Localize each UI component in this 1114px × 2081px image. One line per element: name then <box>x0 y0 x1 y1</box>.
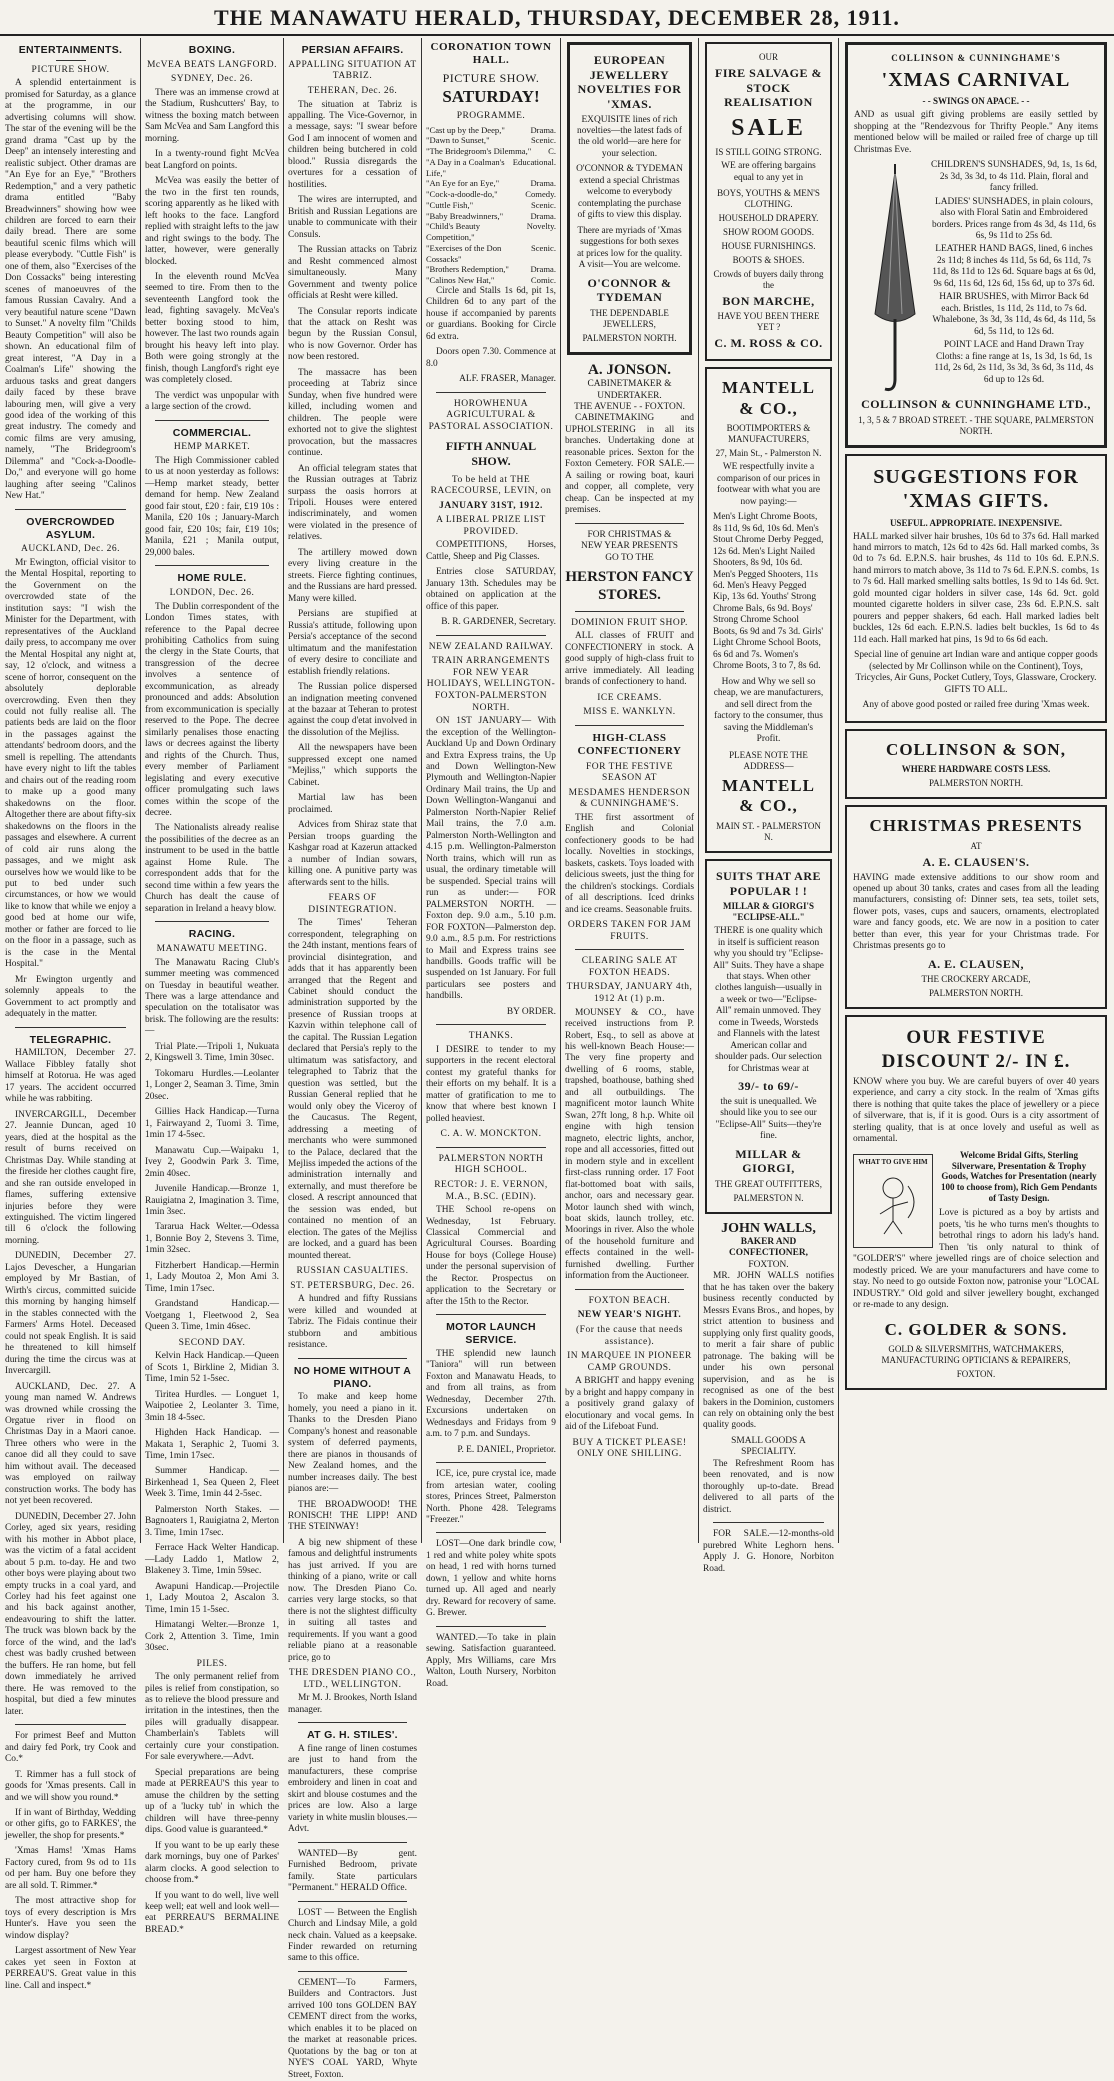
ad-body: AND as usual gift giving problems are easily settled by shopping at the "Rendezvous for Thrifty People." Any items mentioned below will be mailed or railed free of charge up till Christmas Eve. <box>854 110 1098 155</box>
motor-title: MOTOR LAUNCH SERVICE. <box>446 1321 536 1347</box>
ad-at: AT <box>970 840 982 851</box>
column-4 <box>423 38 559 1689</box>
telegraph-item: HAMILTON, December 27. Wallace Fibbley fatally shot himself at Rotorua. He was aged 17 years. The accident occurred while he was rabbiting. <box>5 1048 136 1105</box>
ad-addr: 1, 3, 5 & 7 BROAD STREET. - THE SQUARE, PALMERSTON NORTH. <box>858 414 1094 436</box>
ad-suggestions <box>845 454 1107 723</box>
ad-place: FOXTON. <box>956 1369 996 1380</box>
ad-item: BOYS, YOUTHS & MEN'S CLOTHING. <box>717 188 820 209</box>
ad-tag: THE CROCKERY ARCADE, <box>921 974 1031 985</box>
article-body: To make and keep home homely, you need a piano in it. Thanks to the Dresden Piano Company's honest and reasonable system of deferred payments, there are pianos in thousands of New Zealand homes, and the number increases daily. The best pianos are:— <box>288 1392 417 1495</box>
ad-body: WE respectfully invite a comparison of our prices in footwear with what you are now paying:— <box>716 462 821 507</box>
ad-body: HALL marked silver hair brushes, 10s 6d to 37s 6d. Hall marked hand mirrors to match, 12s 6d to 42s 6d. Hall marked combs, 3s 0d to 7s 6d. E.P.N.S. hair brushes, 4s 11d to 10s 6d. E.P.N.S. hand mirrors to match above, 3s 11d to 7s 6d. E.P.N.S. combs, 1s to 7s 6d. Hall marked smelling salts bottles, 1s 9d to 14s 6d. 9ct. gold mounted cigar holders in silver case, 14s 6d. 9ct. gold mounted cigarette holders in silver case, 23s 6d. E.P.N.S. salt pourers and pepper shakers, 6d each. Hall marked ladies belt buckles, 12s 6d each. E.P.N.S. ladies belt buckles, 1s 6d to 4s 11d each. Hall marked hat pins, 1s 9d to 6s 6d each. <box>853 531 1099 645</box>
classified-ad: WANTED—By gent. Furnished Bedroom, private family. State particulars "Permanent." HERALD Office. <box>288 1848 417 1894</box>
ad-sub: WHERE HARDWARE COSTS LESS. <box>901 764 1051 775</box>
gift-illustration <box>853 1154 933 1248</box>
column-rule <box>838 38 839 1543</box>
show-venue: To be held at THE RACECOURSE, LEVIN, on <box>430 474 552 497</box>
ad-name: O'CONNOR & TYDEMAN <box>587 275 672 305</box>
programme-genre: Drama. <box>530 264 556 275</box>
race-result: Juvenile Handicap.—Bronze 1, Rauigiatna 2, Imagination 3. Time, 1min 3sec. <box>145 1184 279 1217</box>
article-body: A big new shipment of these famous and delightful instruments has just arrived. If you are thinking of a piano, write or call now. The Dresden Piano Co. carries very large stocks, so that there is not the slightest difficulty in suiting all tastes and requirements. If you want a good reliable piano at a reasonable price, go to <box>288 1537 417 1663</box>
programme-genre: Scenic. <box>530 242 556 253</box>
ad-xmas-carnival <box>845 42 1107 448</box>
ad-line: PLEASE NOTE THE ADDRESS— <box>729 749 808 771</box>
beach-buy: BUY A TICKET PLEASE! ONLY ONE SHILLING. <box>572 1437 687 1460</box>
ad-line: Crowds of buyers daily throng the <box>713 268 824 290</box>
programme-row <box>426 211 556 222</box>
ad-bold: Welcome Bridal Gifts, Sterling Silverware, Presentation & Trophy Goods, Watches for Presentation (nearly 100 to choose from), Rich Gem Pendants of Tasty Design. <box>940 1149 1098 1204</box>
ad-coronation-title: CORONATION TOWN HALL. <box>430 41 552 67</box>
carnival-item: HAIR BRUSHES, with Mirror Back 6d each. Bristles, 1s 11d, 2s 11d, to 7s 6d. Whalebone, 3s 3d, 3s 11d, 4s 6d, 4s 11d, 5s 6d, 5s 11d, to 12s 6d. <box>932 292 1096 337</box>
telegraph-item: DUNEDIN, December 27. John Corley, aged six years, residing with his mother in Abbot place, was the victim of a fatal accident about 5 p.m. to-day. He and two other boys were playing about two empty trucks in a coal yard, and Corley had his feet against one and his back against another, endeavouring to shift the latter. The truck was blown back by the force of the wind, and the lad's chest was badly crushed between the buffers. He ran home, but fell down immediately he arrived there. He was removed to the hospital, but died a few minutes later. <box>5 1511 136 1717</box>
article-body: Advices from Shiraz state that Persian troops guarding the Kashgar road at Kazerun attacked a number of Indian sowars, killing one. A punitive party was afterwards sent to the hills. <box>288 820 417 888</box>
race-result: Gillies Hack Handicap.—Turna 1, Fairwayand 2, Tuomi 3. Time, 1min 17 4-5sec. <box>145 1107 279 1141</box>
ad-suits <box>705 859 832 1214</box>
ad-european-jewellery <box>567 42 692 355</box>
ad-body: The Refreshment Room has been renovated, and is now thoroughly up-to-date. Bread delivered to all parts of the district. <box>703 1458 834 1515</box>
article-body: The Dublin correspondent of the London Times states, with reference to the Papal decree prohibiting Catholics from suing the clergy in the State Courts, that transgression of the decree involves a sentence of excommunication, as already pronounced and adds: Absolution from excommunication is specially reserved to the Pope. The decree similarly penalises those enacting laws or decrees against the liberty and rights of the Church. Thus, every member of Parliament legislating and every executive officer promulgating such laws comes within the scope of the decree. <box>145 601 279 819</box>
ad-sale: SALE <box>731 114 806 141</box>
column-2 <box>142 38 282 1935</box>
ad-fire-salvage <box>705 42 832 361</box>
subhead: THE DRESDEN PIANO CO., LTD., WELLINGTON. <box>288 1668 417 1690</box>
secretary-sig: B. R. GARDENER, Secretary. <box>441 617 556 628</box>
article-body: The Nationalists already realise the possibilities of the decree as an instrument to be used in the battle against Home Rule. The correspondent adds that for the second time within a few years the Church has dealt the cause of separation in Ireland a heavy blow. <box>145 823 279 914</box>
headline-boxing: BOXING. <box>188 44 236 56</box>
headline-home-rule: HOME RULE. <box>177 572 247 585</box>
beach-sub: NEW YEAR'S NIGHT. <box>577 1310 682 1321</box>
programme-genre: Drama. <box>530 124 556 135</box>
beach-note: (For the cause that needs assistance). <box>576 1324 683 1347</box>
article-body: A fine range of linen costumes are just to hand from the manufacturers, these comprise embroidery and linen in coat and skirt and blouse costumes and the prices are low. Also a large variety in white muslin blouses.—Advt. <box>288 1743 417 1835</box>
column-1 <box>2 38 139 1991</box>
ad-line: GO TO THE <box>605 552 654 563</box>
dominion-body: ALL classes of FRUIT and CONFECTIONERY in stock. A good supply of high-class fruit to arrive immediately. All leading brands of confectionery to hand. <box>565 631 694 688</box>
ad-title: CHRISTMAS PRESENTS <box>869 816 1083 836</box>
headline-racing: RACING. <box>188 928 236 941</box>
dateline: SYDNEY, Dec. 26. <box>171 74 253 85</box>
dominion-ice: ICE CREAMS. <box>597 692 662 703</box>
umbrella-icon <box>860 164 930 394</box>
column-5 <box>562 38 697 1543</box>
telegraph-item: INVERCARGILL, December 27. Jeannie Duncan, aged 10 years, died at the hospital as the result of burns received on Christmas Day. While standing at the fireside her clothes caught fire, and she ran outside enveloped in flames, suffering extensive injuries before they were extinguished. The victim lingered till 6 o'clock the following morning. <box>5 1109 136 1246</box>
headline-commercial: COMMERCIAL. <box>172 426 252 439</box>
article-body: In a twenty-round fight McVea beat Langford on points. <box>145 149 279 171</box>
ad-title: MANTELL & CO., <box>722 377 815 418</box>
article-body: There was an immense crowd at the Stadium, Rushcutters' Bay, to witness the boxing match between Sam McVea and Sam Langford this morning. <box>145 87 279 144</box>
race-result: Palmerston North Stakes. — Bagnoaters 1, Rauigiatna 2, Merton 3. Time, 1min 17sec. <box>145 1504 279 1538</box>
ad-body: HAVING made extensive additions to our show room and opened up about 30 tanks, crates and cases from all the leading manufacturers, consisting of: Dinner sets, tea sets, toilet sets, flower pots, vases, cups and saucers, ornaments, electroplated ware and fancy goods, etc. We are now in a position to cater better than ever, this year for your Christmas trade. For Christmas presents go to <box>853 872 1099 952</box>
ad-name: MANTELL & CO., <box>722 775 815 816</box>
dateline: LONDON, Dec. 26. <box>169 588 255 598</box>
ad-herston <box>565 530 694 605</box>
show-date: JANUARY 31ST, 1912. <box>439 500 543 511</box>
telegraph-item: AUCKLAND, Dec. 27. A young man named W. Andrews was drowned while crossing the Orgatue river in flood on Christmas Day in a Maori canoe. Three others who were in the canoe did all they could to save him without avail. The deceased was employed on railway construction works. The body has not yet been recovered. <box>5 1381 136 1507</box>
article-body: A splendid entertainment is promised for Saturday, as a glance at the programme, in our advertising columns will show. The star of the evening will be the grand drama "Cast up by the Deep" an intensely interesting and realistic subject. Other dramas are "An Eye for an Eye," "Brothers Redemption," and a very pathetic drama entitled "Baby Breadwinners" showing how wee children are forced to earn their daily bread. There are some beautiful scenic films which will please everybody. "Cuttle Fish" is one of them, also "Exercises of the Don Cossacks" being interesting scenes of manoeuvres of the famous Russian Cavalry. And a very beautiful nature scene "Dawn to Sunset." A novelty film "Childs Beauty Competition" will also be shown. An educational film of great interest, "A Day in a Coalman's Life" showing the arduous tasks and great dangers daily faced by these brave labouring men, will give a very good idea of the working of this great industry. The comedy and comic films are very amusing, namely, "The Bridegroom's Dilemma" and "Cock-a-Doodle-Do," and everyone will go home laughing after seeing "Calinos New Hat." <box>5 78 136 502</box>
ad-tag: GOLD & SILVERSMITHS, WATCHMAKERS, MANUFACTURING OPTICIANS & REPAIRERS, <box>881 1344 1071 1366</box>
programme-row <box>426 146 556 157</box>
subhead: SECOND DAY. <box>178 1337 246 1348</box>
cupid-icon <box>858 1166 928 1238</box>
programme-genre: Drama. <box>530 178 556 189</box>
ad-place: PALMERSTON NORTH. <box>582 332 677 343</box>
ad-sub: - - SWINGS ON APACE. - - <box>922 96 1030 107</box>
programme-row <box>426 221 556 242</box>
ad-line: SMALL GOODS A SPECIALITY. <box>731 1435 806 1458</box>
column-3 <box>285 38 420 2080</box>
article-body: The artillery mowed down every living creature in the streets. Fierce fighting continues, and the Russians are hard pressed. Many were killed. <box>288 547 417 604</box>
subhead-picture-show: PICTURE SHOW. <box>31 64 110 75</box>
small-ad: Largest assortment of New Year cakes yet seen in Foxton at PERREAU'S. Great value in this line. Call and inspect.* <box>5 1946 136 1991</box>
article-body: If you want to do well, live well keep well; eat well and look well—eat PERREAU'S BERMALINE BREAD.* <box>145 1890 279 1935</box>
ad-place: PALMERSTON N. <box>733 1192 804 1203</box>
column-rule <box>698 38 699 1543</box>
masthead-title: THE MANAWATU HERALD, THURSDAY, DECEMBER 28, 1911. <box>214 5 900 30</box>
programme-genre: Drama. <box>530 210 556 221</box>
race-result: Tokomaru Hurdles.—Leolanter 1, Longer 2, Seaman 3. Time, 3min 20sec. <box>145 1068 279 1102</box>
clearing-date: THURSDAY, JANUARY 4th, 1912 At (1) p.m. <box>566 982 693 1004</box>
thanks-sig: C. A. W. MONCKTON. <box>440 1129 542 1140</box>
race-result: Awapuni Handicap.—Projectile 1, Lady Moutoa 2, Ascalon 3. Time, 1min 15 1-5sec. <box>145 1581 279 1615</box>
classified-ad: LOST — Between the English Church and Lindsay Mile, a gold neck chain. Valued as a keepsake. Finder rewarded on returning same to this office. <box>288 1907 417 1964</box>
carnival-item: LEATHER HAND BAGS, lined, 6 inches 2s 11d; 8 inches 4s 11d, 5s 6d, 6s 11d, 7s 11d, 8s 11d to 12s 6d. Square bags at 6s 0d, 9s 6d, 11s 6d, 12s 6d, 15s 6d, up to 37s 6d. <box>932 244 1096 289</box>
clearing-body: MOUNSEY & CO., have received instructions from P. Robert, Esq., to sell as above at his well-known Beach House:— The very fine property and dwelling of 6 rooms, stable, trapshed, boathouse, bathing shed and all outbuildings. The magnificent motor launch White Swan, 27ft long, 8 h.p. White oil engine with high tension magneto, electric lights, anchor, rope and all accessories, fitted out in modern style and in excellent first-class running order. 17 Foot flat-bottomed boat with sails, anchor, oars and necessary gear. Motor launch shed with winch, boat skids, launch trolley, etc. Moorings in river. Also the whole of the household furniture and effects contained in the well-furnished dwelling. Further information from the Auctioneer. <box>565 1007 694 1282</box>
doors-text: Doors open 7.30. Commence at 8.0 <box>426 347 556 369</box>
ad-sub: BOOTIMPORTERS & MANUFACTURERS, <box>726 423 811 445</box>
classified-ad: ICE, ice, pure crystal ice, made from artesian water, cooling stores, Princes Street, Palmerston North. Phone 428. Telegrams "Freezer." <box>426 1469 556 1525</box>
ad-body: There are myriads of 'Xmas suggestions for both sexes at prices low for the quality. A visit—You are welcome. <box>576 225 683 271</box>
carnival-item: LADIES' SUNSHADES, in plain colours, also with Floral Satin and Embroidered borders. Prices range from 4s 3d, 4s 11d, 6s 6s, 9s 11d to 25s 6d. <box>932 196 1096 242</box>
article-body: The Manawatu Racing Club's summer meeting was commenced on Tuesday in beautiful weather. There was a large attendance and speculation on the totalisator was brisk. The following are the results:— <box>145 957 279 1037</box>
ad-christmas-presents <box>845 805 1107 1009</box>
race-result: Trial Plate.—Tripoli 1, Nukuata 2, Kingswell 3. Time, 1min 30sec. <box>145 1041 279 1064</box>
programme-row <box>426 200 556 211</box>
small-ad: If in want of Birthday, Wedding or other gifts, go to FARKES', the jeweller, the shop for presents.* <box>5 1807 136 1841</box>
subhead: MANAWATU MEETING. <box>156 944 268 955</box>
subhead: HEMP MARKET. <box>173 442 251 453</box>
ad-body: O'CONNOR & TYDEMAN extend a special Christmas welcome to everybody contemplating the purchase of gifts to view this display. <box>576 164 683 221</box>
dominion-name: MISS E. WANKLYN. <box>583 707 676 718</box>
ad-body: KNOW where you buy. We are careful buyers of over 40 years experience, and carry a city stock. In the realm of 'Xmas gifts there is nothing that quite takes the place of jewellery or a piece of silverware, that is, if it is good. Ours is a city assortment of sterling quality, that is at once lovely and useful as well as ornamental. <box>853 1076 1099 1145</box>
ad-annual-show: FIFTH ANNUAL SHOW. <box>445 439 537 468</box>
thanks-title: THANKS. <box>468 1031 514 1042</box>
column-rule <box>140 38 141 1543</box>
programme-genre: Comic. <box>530 275 556 286</box>
article-body: The Russian police dispersed an indignation meeting convened at the bazaar at Teheran to protest against the coup d'etat involved in the dissolution of the Mejliss. <box>288 682 417 738</box>
hc-name: MESDAMES HENDERSON & CUNNINGHAME'S. <box>568 787 691 810</box>
ad-title: OUR FESTIVE DISCOUNT 2/- IN £. <box>881 1027 1071 1072</box>
programme-genre: Scenic. <box>530 135 556 146</box>
ad-line: BON MARCHE, <box>722 293 815 308</box>
gift-caption: WHAT TO GIVE HIM <box>858 1157 928 1166</box>
programme-title: "Dawn to Sunset," <box>426 135 490 146</box>
ad-place: PALMERSTON NORTH. <box>929 778 1023 789</box>
beach-where: IN MARQUEE IN PIONEER CAMP GROUNDS. <box>567 1351 692 1373</box>
ad-horowhenua-title: HOROWHENUA AGRICULTURAL & PASTORAL ASSOCIATION. <box>428 398 554 432</box>
admission-text: Circle and Stalls 1s 6d, pit 1s, Children 6d to any part of the house if accompanied by parents or guardians. Booking for Circle 6d extra. <box>426 285 556 342</box>
ad-name: C. GOLDER & SONS. <box>884 1319 1068 1339</box>
ad-line: HAVE YOU BEEN THERE YET ? <box>717 311 820 333</box>
programme-row <box>426 157 556 178</box>
competitions: COMPETITIONS, Horses, Cattle, Sheep and Pig Classes. <box>426 540 556 562</box>
programme-title: "The Bridegroom's Dilemma," <box>426 146 532 157</box>
race-result: Himatangi Welter.—Bronze 1, Cork 2, Attention 3. Time, 1min 30sec. <box>145 1620 279 1654</box>
subhead: PILES. <box>196 1658 228 1669</box>
programme-row <box>426 264 556 275</box>
railway-sub: TRAIN ARRANGEMENTS FOR NEW YEAR HOLIDAYS, WELLINGTON-FOXTON-PALMERSTON NORTH. <box>426 656 556 713</box>
article-body: The Russian attacks on Tabriz and Resht commenced almost simultaneously. Many Government and twenty police officials at Resht were killed. <box>288 245 417 302</box>
race-result: Highden Hack Handicap. — Makata 1, Seraphic 2, Tuomi 3. Time, 1min 17sec. <box>145 1428 279 1461</box>
race-result: Ferrace Hack Welter Handicap.—Lady Laddo 1, Matlow 2, Blakeney 3. Time, 1min 59sec. <box>145 1543 279 1577</box>
carnival-item: CHILDREN'S SUNSHADES, 9d, 1s, 1s 6d, 2s 3d, 3s 3d, to 4s 11d. Plain, floral and fancy frilled. <box>930 160 1098 194</box>
programme-genre: Educational. <box>512 156 556 167</box>
dateline: ST. PETERSBURG, Dec. 26. <box>290 1280 415 1291</box>
small-ad: The most attractive shop for toys of every description is Mrs Hunter's. Have you seen the window display? <box>5 1896 136 1941</box>
headline-stiles: AT G. H. STILES'. <box>307 1729 398 1742</box>
ad-item: SHOW ROOM GOODS. <box>722 226 815 237</box>
article-body: All the newspapers have been suppressed except one named "Mejliss," which supports the Cabinet. <box>288 743 417 788</box>
ad-body: WE are offering bargains equal to any yet in <box>721 161 816 183</box>
headline-telegraphic: TELEGRAPHIC. <box>29 1033 112 1046</box>
article-body: The Times' Teheran correspondent, telegraphing on the 24th instant, mentions fears of provincial disintegration, and adds that it has apparently been arranged that the Regent and Cabinet should conduct the administration supported by the presence of Russian troops at Kazvin within telephone call of the capital. The Russian Legation declared that Persia's reply to the ultimatum was satisfactory, and telegraphed to Tabriz that the question was settled, but the Russian General replied that he would only obey the Viceroy of the Caucasus. The Regent, addressing a meeting of merchants who were summoned to the Palace, declared that the Mejliss impeded the actions of the administration internally and externally, and must therefore be closed. A rescript announced that the session was ended, but contained no mention of an election. The gates of the Mejliss are locked, and a guard has been mounted thereat. <box>288 918 417 1261</box>
masthead <box>0 0 1114 36</box>
race-result: Kelvin Hack Handicap.—Queen of Scots 1, Birkline 2, Midian 3. Time, 1min 52 1-5sec. <box>145 1351 279 1385</box>
ad-body: the suit is unequalled. We should like you to see our "Eclipse-All" Suits—they're fine. <box>715 1096 822 1142</box>
column-rule <box>560 38 561 1543</box>
ad-item: HOUSEHOLD DRAPERY. <box>718 212 819 223</box>
programme-row <box>426 189 556 200</box>
ad-picture-show: PICTURE SHOW. <box>442 70 540 85</box>
small-ad: 'Xmas Hams! 'Xmas Hams Factory cured, from 9s od to 11s od per ham. Buy one before they are all sold. T. Rimmer.* <box>5 1846 136 1891</box>
programme-genre: Scenic. <box>530 199 556 210</box>
article-body: An official telegram states that the Russian outrages at Tabriz surpass the oasis horrors at Tripoli. Houses were entered indiscriminately, and women were violated in the presence of relatives. <box>288 463 417 543</box>
programme-genre: C. <box>548 146 556 157</box>
programme-title: "Calinos New Hat," <box>426 275 495 286</box>
column-rule <box>421 38 422 1543</box>
classified-ad: FOR SALE.—12-months-old purebred White Leghorn hens. Apply J. G. Honore, Norbiton Road. <box>703 1529 834 1574</box>
ad-mantell <box>705 367 832 853</box>
ad-name: A. E. CLAUSEN'S. <box>922 854 1030 869</box>
telegraph-item: DUNEDIN, December 27. Lajos Devescher, a Hungarian employed by Mr Bastian, of Wirth's circus, committed suicide this morning by hanging himself in the stables connected with the Farmers' Arms Hotel. Deceased could not speak English. It is said he threatened to kill himself during the time the circus was at Invercargill. <box>5 1251 136 1377</box>
subhead: FEARS OF DISINTEGRATION. <box>308 893 397 915</box>
programme-title: "An Eye for an Eye," <box>426 178 500 189</box>
ad-line: IS STILL GOING STRONG. <box>715 147 822 158</box>
ad-body: CABINETMAKING and UPHOLSTERING in all its branches. Undertaking done at reasonable prices. Sexton for the Foxton Cemetery. FOR SALE.—A sailing or rowing boat, kauri and copper, all complete, very cheap. Can be inspected at my premises. <box>565 413 694 516</box>
column-6 <box>700 38 837 1574</box>
railway-order: BY ORDER. <box>506 1006 556 1017</box>
motor-sig: P. E. DANIEL, Proprietor. <box>457 1444 556 1455</box>
railway-title: NEW ZEALAND RAILWAY. <box>428 641 554 652</box>
programme-title: "Cuttle Fish," <box>426 199 474 210</box>
ad-body: Men's Light Chrome Boots, 8s 11d, 9s 6d, 10s 6d. Men's Stout Chrome Derby Pegged, 12s 6d. Men's Light Nailed Shooters, 8s 9d, 10s 6d. Men's Pegged Shooters, 11s 6d. Men's Heavy Pegged Kip, 13s 6d. Youths' Strong Chrome Bals, 6s 9d. Boys' Strong Chrome School Boots, 6s 9d and 7s 3d. Girls' Light Chrome School Boots, 6s 6d and 7s. Women's Chrome Boots, 3 to 7, 8s 6d. <box>713 512 824 672</box>
ad-name: A. E. CLAUSEN, <box>927 956 1024 971</box>
entries: Entries close SATURDAY, January 13th. Schedules may be obtained on application at the office of this paper. <box>426 567 556 612</box>
ad-name: COLLINSON & SON, <box>886 739 1066 759</box>
ad-title: 'XMAS CARNIVAL <box>881 68 1071 91</box>
headline-piano: NO HOME WITHOUT A PIANO. <box>293 1364 412 1390</box>
ad-jonson <box>565 361 694 517</box>
article-body: The High Commissioner cabled to us at noon yesterday as follows:—Hemp market steady, better demand for hemp. New Zealand good fair stout, £20 : fair, £19 10s : Manila, £20 10s ; January-March good fair, £20 10s; fair, £19 10s; Manila, £21 ; Manila output, 29,000 bales. <box>145 455 279 558</box>
ad-price: 39/- to 69/- <box>738 1079 799 1094</box>
programme-genre: Novelty. <box>526 221 556 232</box>
programme-row <box>426 178 556 189</box>
ad-name: JOHN WALLS, <box>721 1220 816 1236</box>
ad-addr: MAIN ST. - PALMERSTON N. <box>716 820 821 842</box>
ad-name: A. JONSON. <box>588 361 671 378</box>
race-result: Fitzherbert Handicap.—Hermin 1, Lady Moutoa 2, Mon Ami 3. Time, 1min 17sec. <box>145 1260 279 1294</box>
school-body: THE School re-opens on Wednesday, 1st February. Classical Commercial and Agricultural Courses. Boarding House for boys (College House) under the personal supervision of the Rector. Prospectus on application to the Secretary or after the 15th to the Rector. <box>426 1205 556 1307</box>
ad-name: C. M. ROSS & CO. <box>714 336 823 351</box>
article-body: Mr Ewington urgently and solemnly appeals to the Government to act promptly and adequately in the matter. <box>5 974 136 1020</box>
ad-sub: MILLAR & GIORGI'S "ECLIPSE-ALL." <box>722 901 814 923</box>
hc-title: HIGH-CLASS CONFECTIONERY <box>577 731 682 758</box>
programme-title: "Cast up by the Deep," <box>426 124 505 135</box>
ad-line: OUR <box>758 52 778 62</box>
ad-sub: USEFUL. APPROPRIATE. INEXPENSIVE. <box>889 517 1063 528</box>
subhead: RUSSIAN CASUALTIES. <box>296 1266 409 1277</box>
column-7 <box>840 38 1112 1543</box>
ad-sub: CABINETMAKER & UNDERTAKER. <box>587 379 672 401</box>
programme-title: "A Day in a Coalman's Life," <box>426 156 505 178</box>
beach-body: A BRIGHT and happy evening by a bright and happy company in a positively grand galaxy of elocutionary and vocal gems. In aid of the Lifeboat Fund. <box>565 1376 694 1433</box>
race-result: Tiritea Hurdles. — Longuet 1, Waipotiee 2, Leolanter 3. Time, 3min 18 4-5sec. <box>145 1389 279 1423</box>
classified-ad: CEMENT—To Farmers, Builders and Contractors. Just arrived 100 tons GOLDEN BAY CEMENT direct from the works, which enables it to be placed on the market at reasonable prices. Quotations by the bag or ton at NYE'S COAL YARD, Whyte Street, Foxton. <box>288 1977 417 2080</box>
classified-ad: LOST—One dark brindle cow, 1 red and white poley white spots on head, 1 red with horns turned down, 1 yellow and white horns turned up. All aged and nearly dry. Reward for recovery of same. G. Brewer. <box>426 1539 556 1619</box>
ad-item: BOOTS & SHOES. <box>732 254 805 265</box>
clearing-title: CLEARING SALE AT FOXTON HEADS. <box>581 956 678 978</box>
ad-footer: COLLINSON & CUNNINGHAME LTD., <box>861 397 1091 412</box>
programme-row <box>426 243 556 264</box>
ad-addr: 27, Main St., - Palmerston N. <box>715 448 822 459</box>
ad-body: EXQUISITE lines of rich novelties—the latest fads of the old world—are here for your selection. <box>577 114 682 159</box>
programme-list <box>426 125 556 286</box>
beach-title: FOXTON BEACH. <box>588 1295 671 1306</box>
prize-list: A LIBERAL PRIZE LIST PROVIDED. <box>436 515 546 537</box>
ad-name: COLLINSON & CUNNINGHAME'S <box>891 53 1061 63</box>
headline-persian: PERSIAN AFFAIRS. <box>301 44 404 56</box>
ad-addr: THE AVENUE - - FOXTON. <box>574 401 685 412</box>
race-result: Summer Handicap. — Birkenhead 1, Sea Queen 2, Fleet Week 3. Time, 1min 44 2-5sec. <box>145 1466 279 1500</box>
ad-title: SUITS THAT ARE POPULAR ! ! <box>715 868 822 898</box>
subhead: McVEA BEATS LANGFORD. <box>146 59 278 70</box>
dateline: TEHERAN, Dec. 26. <box>307 85 398 96</box>
article-body: The situation at Tabriz is appalling. The Vice-Governor, in a message, says: "I swear before God I am innocent of women and children being butchered in cold blood." Russia disregards the overtures for a cessation of hostilities. <box>288 99 417 190</box>
article-body: Persians are stupified at Russia's attitude, following upon Persia's acceptance of the second ultimatum and the manifestation of every desire to conciliate and establish friendly relations. <box>288 609 417 677</box>
race-result: Manawatu Cup.—Waipaku 1, Ivey 2, Goodwin Park 3. Time, 2min 40sec. <box>145 1145 279 1179</box>
programme-title: "Exercises of the Don Cossacks" <box>426 242 502 264</box>
dominion-title: DOMINION FRUIT SHOP. <box>571 617 688 628</box>
ad-title: FIRE SALVAGE & STOCK REALISATION <box>714 65 823 110</box>
hc-sub: FOR THE FESTIVE SEASON AT <box>585 761 674 784</box>
article-body: The only permanent relief from piles is relief from constipation, so as to relieve the blood pressure and irritation in the intestines, then the piles will gradually disappear. Chamberlain's Tablets will certainly cure your constipation. For sale everywhere.—Advt. <box>145 1672 279 1763</box>
ad-place: PALMERSTON NORTH. <box>929 988 1023 999</box>
article-body: The verdict was unpopular with a large section of the crowd. <box>145 390 279 413</box>
ad-tag: THE GREAT OUTFITTERS, <box>714 1178 823 1189</box>
article-body: The wires are interrupted, and British and Russian Legations are unable to communicate with their Consuls. <box>288 195 417 240</box>
race-result: Tararua Hack Welter.—Odessa 1, Bonnie Boy 2, Stevens 3. Time, 1min 32sec. <box>145 1222 279 1256</box>
race-result: Grandstand Handicap.—Voetgang 1, Fleetwood 2, Sea Queen 3. Time, 1min 46sec. <box>145 1299 279 1333</box>
carnival-item: POINT LACE and Hand Drawn Tray Cloths: a fine range at 1s, 1s 3d, 1s 6d, 1s 11d, 2s 6d, 2s 11d, 3s 3d, 3s 6d, 3s 11d, 4s 6d up to 12s 6d. <box>934 340 1094 385</box>
headline-asylum: OVERCROWDED ASYLUM. <box>26 515 115 541</box>
ad-tag: THE DEPENDABLE JEWELLERS, <box>590 307 669 329</box>
ad-festive-discount <box>845 1015 1107 1390</box>
programme-heading: PROGRAMME. <box>456 111 526 122</box>
motor-body: THE splendid new launch "Taniora" will run between Foxton and Manawatu Heads, to and from all trains, as from Wednesday, December 27th. Excursions undertaken on Wednesdays and Fridays from 9 a.m. to 7 p.m. and Sundays. <box>426 1348 556 1440</box>
article-body: The massacre has been proceeding at Tabriz since Sunday, when five hundred were killed, including women and children. The people were exhorted not to give the slightest provocation, but the massacres continue. <box>288 367 417 459</box>
headline-entertainments: ENTERTAINMENTS. <box>18 44 123 56</box>
ad-body: Love is pictured as a boy by artists and poets, 'tis he who turns men's thoughts to betrothal rings to adorn his lady's hand. Then 'tis only natural to think of "GOLDER'S" where jewelled rings are of choice selection and modestly priced. We are your manufacturers and have come to stay. No need to go outside Foxton now, patronise your "LOCAL INDUSTRY." Old gold and silver jewellery bought, exchanged or re-made to any design. <box>853 1208 1099 1311</box>
programme-row <box>426 135 556 146</box>
ad-line: NEW YEAR PRESENTS <box>581 541 678 552</box>
ad-saturday: SATURDAY! <box>442 87 540 107</box>
ad-name: MILLAR & GIORGI, <box>735 1146 802 1176</box>
programme-row <box>426 125 556 136</box>
ad-line: FOR CHRISTMAS & <box>587 529 672 540</box>
article-body: McVea was easily the better of the two in the first ten rounds, scoring apparently as he liked with left hooks to the face. Langford replied with straight lefts to the jaw and right swings to the body. The latter, however, were generally blocked. <box>145 176 279 267</box>
article-body: A hundred and fifty Russians were killed and wounded at Tabriz. The Fidais continue their stubborn and ambitious resistance. <box>288 1294 417 1351</box>
ad-walls <box>703 1220 834 1575</box>
article-body: Mr M. J. Brookes, North Island manager. <box>288 1693 417 1715</box>
programme-genre: Comedy. <box>525 189 556 200</box>
programme-title: "Brothers Redemption," <box>426 264 509 275</box>
dateline: AUCKLAND, Dec. 26. <box>21 544 120 555</box>
ad-item: HOUSE FURNISHINGS. <box>721 240 816 251</box>
ad-body: MR. JOHN WALLS notifies that he has taken over the bakery business recently conducted by Messrs Evans Bros., and hopes, by strict attention to business and supplying only first quality goods, to merit a fair share of public patronage. The baking will be under his own personal supervision, and as he is recognised as one of the best bakers in the Dominion, customers can rely on obtaining only the best quality goods. <box>703 1271 834 1431</box>
article-body: In the eleventh round McVea seemed to tire. From then to the seventeenth Langford took the lead, fighting savagely. McVea's better boxing stood to him, however. The last two rounds again brought his heavy left into play. Both were going strongly at the finish, though Langford's right eye was completely closed. <box>145 271 279 386</box>
article-body: Martial law has been proclaimed. <box>288 793 417 815</box>
ad-sub: BAKER AND CONFECTIONER, <box>729 1236 808 1259</box>
programme-title: "Cock-a-doodle-do," <box>426 189 498 200</box>
ad-place: FOXTON. <box>748 1259 789 1270</box>
article-body: Mr Ewington, official visitor to the Mental Hospital, reporting to the Government on the overcrowded state of the institution says: "I wish the Minister for the Department, with representatives of the Auckland daily press, to accompany me over the Mental Hospital any night at, say, 12 o'clock, and witness a scene of horror, consequent on the absolutely deplorable overcrowding. Even then they could not fully realise all. The patients beds are laid on the floor in the passages against the attendants' bedroom doors, and the smell is repelling. The attendants have every night to lift the tables and chairs out of the reading room to make up a good many shakedowns on the floor. Altogether there are about fifty-six shakedowns on the floors in the passages and elsewhere. A current of cold air runs along the passages, and we might ask ourselves how we would like to be put to bed under such circumstances, or how we would like to know that while we enjoy a good bed at home our wife, mother or father are forced to lie on the floor in a passage, such as is the case in the Mental Hospital." <box>5 557 136 970</box>
thanks-body: I DESIRE to tender to my supporters in the recent electoral contest my grateful thanks for their efforts on my behalf. It is a matter of gratification to me to know that where best known I polled heaviest. <box>426 1044 556 1124</box>
school-title: PALMERSTON NORTH HIGH SCHOOL. <box>438 1153 544 1176</box>
manager-sig: ALF. FRASER, Manager. <box>459 374 556 385</box>
ad-body: Special line of genuine art Indian ware and antique copper goods (selected by Mr Collinson while on the Continent), Toys, Tricycles, Air Guns, Pocket Cutlery, Toys, Glassware, Crockery. GIFTS TO ALL. <box>854 650 1098 695</box>
hc-body: THE first assortment of English and Colonial confectionery goods to be had locally. Novelties in stockings, baskets, caskets. Toys loaded with delicious sweets, just the thing for the children's stockings. Cordials of all descriptions. Iced drinks and ice creams. Seasonable fruits. <box>565 812 694 915</box>
programme-title: "Child's Beauty Competition," <box>426 221 480 243</box>
ad-name: HERSTON FANCY STORES. <box>565 569 694 604</box>
ad-collinson-son <box>845 729 1107 800</box>
article-body: Special preparations are being made at PERREAU'S this year to amuse the children by the setting up of a 'lucky tub' in which the children will have three-penny dips. Good value is guaranteed.* <box>145 1767 279 1836</box>
hc-orders: ORDERS TAKEN FOR JAM FRUITS. <box>567 920 692 942</box>
railway-body: ON 1ST JANUARY— With the exception of the Wellington-Auckland Up and Down Ordinary and Extra Express trains, the Up and Down Wellington-New Plymouth and Wellington-Napier Ordinary Mail trains, the Up and Down Wellington-Wanganui and Palmerston North-Napier Relief Mail trains, the 7.0 a.m. Palmerston North-Wellington and 4.15 p.m. Wellington-Palmerston North trains, which will run as usual, the ordinary timetable will be suspended. Special trains will run as under:— FOR PALMERSTON NORTH. —Foxton dep. 9.0 a.m., 5.10 p.m. FOR FOXTON—Palmerston dep. 9.0 a.m., 8.5 p.m. For restrictions to Mail and Express trains see handbills. Goods traffic will be suspended on 1st January. For full particulars see posters and handbills. <box>426 716 556 1002</box>
programme-title: "Baby Breadwinners," <box>426 210 504 221</box>
article-body: The Consular reports indicate that the attack on Resht was begun by the Russian Consul, who is now Governor. Order has now been restored. <box>288 306 417 363</box>
ad-body: Any of above good posted or railed free during 'Xmas week. <box>862 700 1090 711</box>
programme-row <box>426 275 556 286</box>
classified-ad: WANTED.—To take in plain sewing. Satisfaction guaranteed. Apply, Mrs Williams, care Mrs Walton, Louth Nursery, Norbiton Road. <box>426 1632 556 1689</box>
ad-body: How and Why we sell so cheap, we are manufacturers, and sell direct from the factory to the consumer, thus saving the Middleman's Profit. <box>713 676 824 745</box>
column-rule <box>283 38 284 1543</box>
school-rector: RECTOR: J. E. VERNON, M.A., B.SC. (EDIN). <box>434 1179 548 1202</box>
ad-title: SUGGESTIONS FOR 'XMAS GIFTS. <box>873 465 1079 513</box>
article-body: THE BROADWOOD! THE RONISCH! THE LIPP! AND THE STEINWAY! <box>288 1499 417 1533</box>
subhead: APPALLING SITUATION AT TABRIZ. <box>288 59 417 82</box>
small-ad: T. Rimmer has a full stock of goods for 'Xmas presents. Call in and we will show you round.* <box>5 1769 136 1803</box>
ad-title: EUROPEAN JEWELLERY NOVELTIES FOR 'XMAS. <box>577 53 682 111</box>
article-body: If you want to be up early these dark mornings, buy one of Parkes' alarm clocks. A good selection to choose from.* <box>145 1840 279 1886</box>
ad-body: THERE is one quality which in itself is sufficient reason why you should try "Eclipse-All" Suits. They have a shape that stays. When other clothes languish—usually in a week or two—"Eclipse-All" remain unmoved. They come in Tweeds, Worsteds and Flannels with the latest American collar and shoulder pads. Our selection for Christmas wear at <box>713 926 824 1074</box>
small-ad: For primest Beef and Mutton and dairy fed Pork, try Cook and Co.* <box>5 1731 136 1765</box>
